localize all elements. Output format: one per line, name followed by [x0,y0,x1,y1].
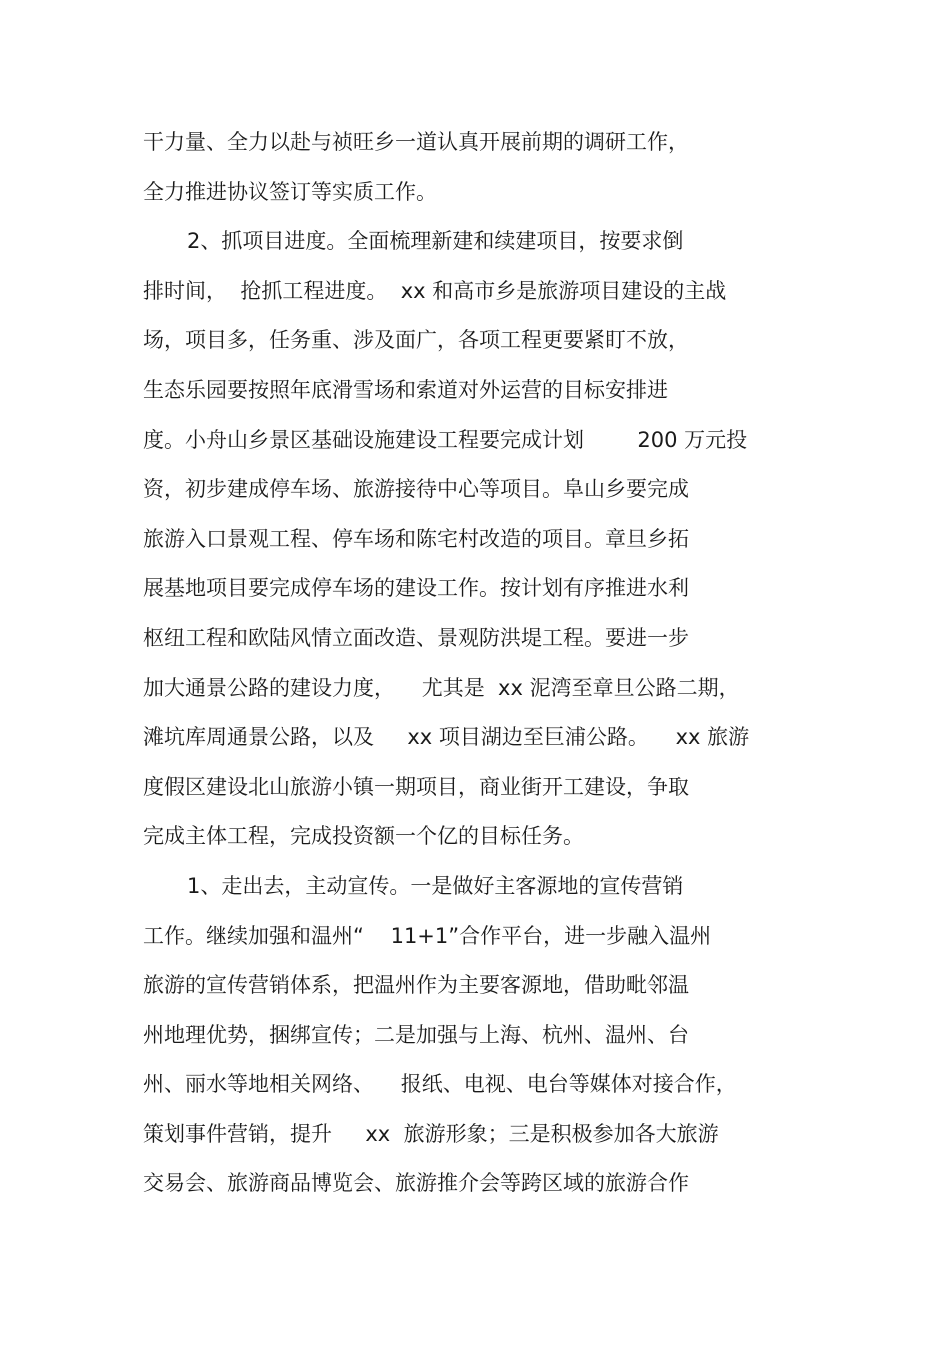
paragraph-start-line: 2、抓项目进度。全面梳理新建和续建项目，按要求倒 [187,229,684,254]
text-line: 度。小舟山乡景区基础设施建设工程要完成计划 200 万元投 [143,427,748,452]
text-line: 交易会、旅游商品博览会、旅游推介会等跨区域的旅游合作 [143,1171,689,1196]
text-line: 生态乐园要按照年底滑雪场和索道对外运营的目标安排进 [143,377,668,402]
text-line: 枢纽工程和欧陆风情立面改造、景观防洪堤工程。要进一步 [143,625,689,650]
text-line: 完成主体工程，完成投资额一个亿的目标任务。 [143,824,584,849]
text-line: 排时间， 抢抓工程进度。 xx 和高市乡是旅游项目建设的主战 [143,278,727,303]
text-line: 场，项目多，任务重、涉及面广，各项工程更要紧盯不放， [143,328,689,353]
text-line: 全力推进协议签订等实质工作。 [143,179,437,204]
text-line: 加大通景公路的建设力度， 尤其是 xx 泥湾至章旦公路二期， [143,675,740,700]
text-line: 旅游的宣传营销体系，把温州作为主要客源地，借助毗邻温 [143,973,689,998]
body-text [143,118,823,1209]
text-line: 干力量、全力以赴与祯旺乡一道认真开展前期的调研工作， [143,130,689,154]
paragraph-start-line: 1、走出去，主动宣传。一是做好主客源地的宣传营销 [187,873,684,898]
text-line: 策划事件营销，提升 xx 旅游形象；三是积极参加各大旅游 [143,1121,719,1146]
text-line: 资，初步建成停车场、旅游接待中心等项目。阜山乡要完成 [143,477,689,502]
text-line: 旅游入口景观工程、停车场和陈宅村改造的项目。章旦乡拓 [143,526,689,551]
text-line: 展基地项目要完成停车场的建设工作。按计划有序推进水利 [143,576,689,601]
text-line: 度假区建设北山旅游小镇一期项目，商业街开工建设，争取 [143,774,689,799]
text-line: 州、丽水等地相关网络、 报纸、电视、电台等媒体对接合作， [143,1072,737,1097]
text-line: 滩坑库周通景公路，以及 xx 项目湖边至巨浦公路。 xx 旅游 [143,725,750,750]
text-line: 工作。继续加强和温州“ 11+1”合作平台，进一步融入温州 [143,923,712,948]
text-line: 州地理优势，捆绑宣传；二是加强与上海、杭州、温州、台 [143,1022,689,1047]
